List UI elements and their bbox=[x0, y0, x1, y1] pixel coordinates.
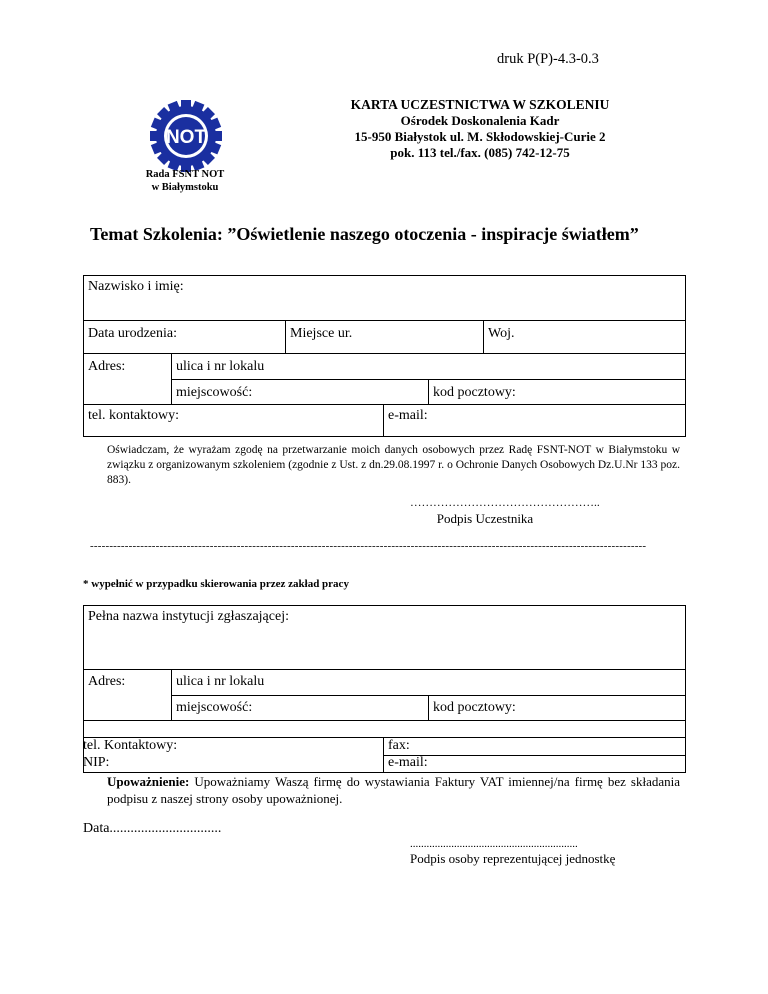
header-line2: Ośrodek Doskonalenia Kadr bbox=[400, 113, 560, 128]
voivodeship-field[interactable]: Woj. bbox=[488, 326, 515, 341]
participant-signature[interactable] bbox=[410, 496, 600, 526]
date-field[interactable]: Data................................ bbox=[83, 821, 222, 836]
representative-signature-dots: ............................................................. bbox=[410, 838, 578, 850]
document-code: druk P(P)-4.3-0.3 bbox=[497, 51, 599, 67]
not-logo bbox=[150, 100, 222, 172]
postal-code-field[interactable]: kod pocztowy: bbox=[433, 385, 516, 400]
header-line3: 15-950 Białystok ul. M. Skłodowskiej-Curie 2 bbox=[354, 129, 606, 144]
logo-text: NOT bbox=[165, 127, 207, 148]
company-street-field[interactable]: ulica i nr lokalu bbox=[176, 674, 265, 689]
email-field[interactable]: e-mail: bbox=[388, 408, 428, 423]
company-email-field[interactable]: e-mail: bbox=[388, 755, 428, 770]
company-note: * wypełnić w przypadku skierowania przez zakład pracy bbox=[83, 578, 349, 590]
authorization-text: Upoważniamy Waszą firmę do wystawiania Faktury VAT imiennej/na firmę bez składania podpisu z naszej strony osoby upoważnionej. bbox=[107, 774, 680, 806]
name-field[interactable]: Nazwisko i imię: bbox=[88, 279, 184, 294]
consent-text: Oświadczam, że wyrażam zgodę na przetwarzanie moich danych osobowych przez Radę FSNT-NOT w Białymstoku w związku z organizowanym szkoleniem (zgodnie z Ust. z dn.29.08.1997 r. o Ochronie Danych Osobowych Dz.U.Nr 133 poz. 883). bbox=[107, 444, 680, 486]
logo-caption-line2: w Białymstoku bbox=[151, 182, 219, 193]
participant-signature-dots: ………………………………………….. bbox=[410, 497, 600, 509]
street-field[interactable]: ulica i nr lokalu bbox=[176, 359, 265, 374]
header-line4: pok. 113 tel./fax. (085) 742-12-75 bbox=[390, 145, 570, 160]
logo-caption bbox=[120, 168, 250, 194]
logo-caption-line1: Rada FSNT NOT bbox=[145, 169, 225, 180]
form-header bbox=[300, 97, 660, 161]
company-city-field[interactable]: miejscowość: bbox=[176, 700, 253, 715]
authorization-label: Upoważnienie: bbox=[107, 774, 190, 789]
institution-field[interactable]: Pełna nazwa instytucji zgłaszającej: bbox=[88, 609, 289, 624]
birth-date-field[interactable]: Data urodzenia: bbox=[88, 326, 178, 341]
company-phone-field[interactable]: tel. Kontaktowy: bbox=[83, 738, 178, 753]
training-topic: Temat Szkolenia: ”Oświetlenie naszego otoczenia - inspiracje światłem” bbox=[90, 224, 639, 244]
authorization bbox=[107, 773, 680, 807]
nip-field[interactable]: NIP: bbox=[83, 755, 110, 770]
cut-line: ------------------------------------------------------------------------------------------------------------------------------------------------ bbox=[90, 540, 647, 552]
company-fax-field[interactable]: fax: bbox=[388, 738, 410, 753]
form-title: KARTA UCZESTNICTWA W SZKOLENIU bbox=[350, 97, 610, 112]
birth-place-field[interactable]: Miejsce ur. bbox=[290, 326, 353, 341]
representative-signature[interactable] bbox=[410, 838, 650, 867]
city-field[interactable]: miejscowość: bbox=[176, 385, 253, 400]
participant-signature-label: Podpis Uczestnika bbox=[436, 511, 534, 526]
company-postal-code-field[interactable]: kod pocztowy: bbox=[433, 700, 516, 715]
phone-field[interactable]: tel. kontaktowy: bbox=[88, 408, 179, 423]
address-label: Adres: bbox=[88, 359, 126, 374]
representative-signature-label: Podpis osoby reprezentującej jednostkę bbox=[410, 851, 616, 866]
company-address-label: Adres: bbox=[88, 674, 126, 689]
